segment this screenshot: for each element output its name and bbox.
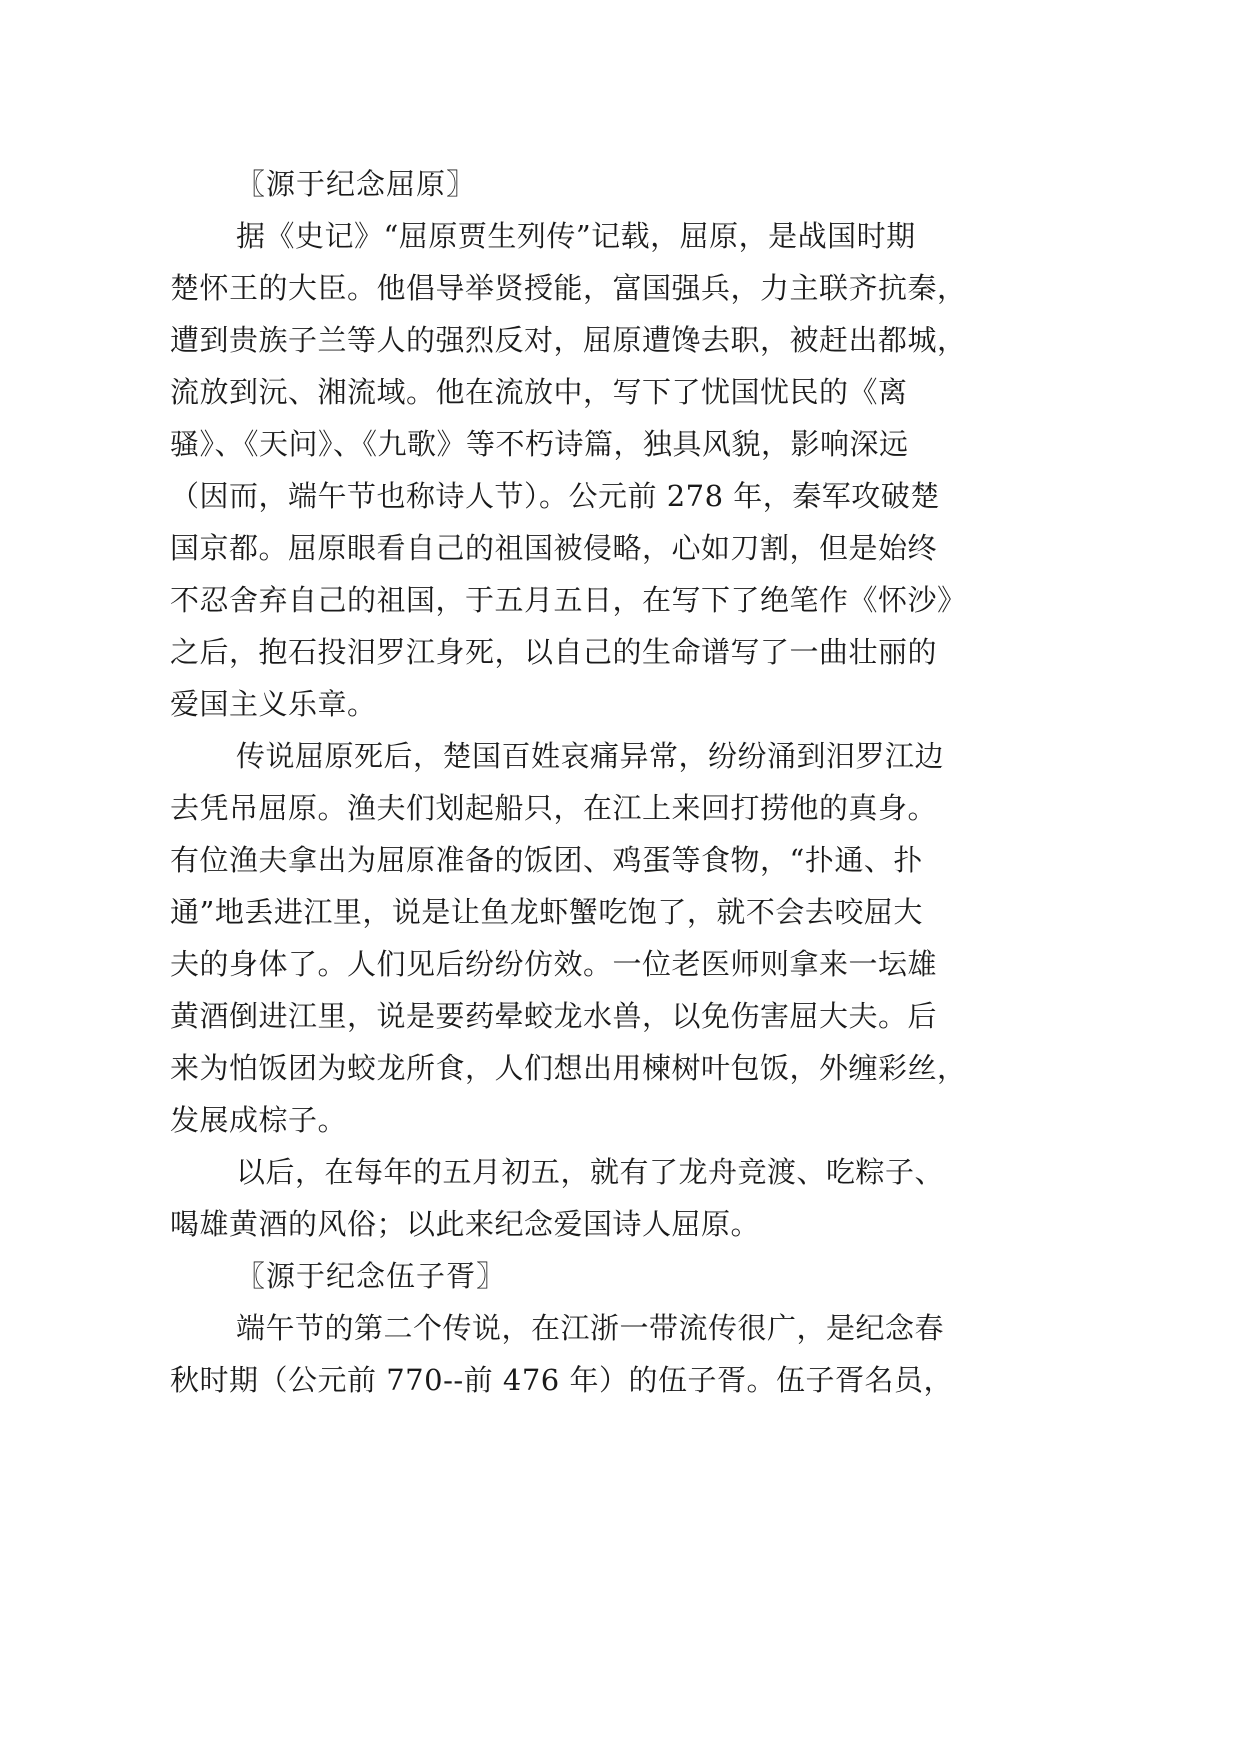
section-heading-qu-yuan: 〖源于纪念屈原〗 [236, 167, 477, 201]
paragraph-wu-zixu [170, 1302, 953, 1406]
paragraph-line: 遭到贵族子兰等人的强烈反对，屈原遭馋去职，被赶出都城， [170, 323, 967, 357]
paragraph-line: 据《史记》“屈原贾生列传”记载，屈原，是战国时期 [236, 219, 916, 253]
paragraph-line: 通”地丢进江里，说是让鱼龙虾蟹吃饱了，就不会去咬屈大 [170, 895, 923, 929]
paragraph-line: 喝雄黄酒的风俗；以此来纪念爱国诗人屈原。 [170, 1207, 761, 1241]
section-heading-wu-zixu: 〖源于纪念伍子胥〗 [236, 1259, 507, 1293]
paragraph-customs [170, 1146, 950, 1250]
paragraph-line: 国京都。屈原眼看自己的祖国被侵略，心如刀割，但是始终 [170, 531, 938, 565]
paragraph-line: 楚怀王的大臣。他倡导举贤授能，富国强兵，力主联齐抗秦， [170, 271, 967, 305]
paragraph-line: 传说屈原死后，楚国百姓哀痛异常，纷纷涌到汨罗江边 [236, 739, 945, 773]
paragraph-line: 夫的身体了。人们见后纷纷仿效。一位老医师则拿来一坛雄 [170, 947, 938, 981]
paragraph-line: 以后，在每年的五月初五，就有了龙舟竞渡、吃粽子、 [236, 1155, 945, 1189]
paragraph-line: 爱国主义乐章。 [170, 687, 377, 721]
paragraph-line: 来为怕饭团为蛟龙所食，人们想出用楝树叶包饭，外缠彩丝， [170, 1051, 967, 1085]
paragraph-line: 黄酒倒进江里，说是要药晕蛟龙水兽，以免伤害屈大夫。后 [170, 999, 938, 1033]
paragraph-line: 不忍舍弃自己的祖国，于五月五日，在写下了绝笔作《怀沙》 [170, 583, 967, 617]
paragraph-qu-yuan-history [170, 210, 967, 730]
paragraph-line: 流放到沅、湘流域。他在流放中，写下了忧国忧民的《离 [170, 375, 908, 409]
paragraph-line: 发展成棕子。 [170, 1103, 348, 1137]
paragraph-line: 之后，抱石投汨罗江身死，以自己的生命谱写了一曲壮丽的 [170, 635, 938, 669]
paragraph-line: （因而，端午节也称诗人节）。公元前 278 年，秦军攻破楚 [170, 479, 940, 513]
paragraph-line: 骚》、《天问》、《九歌》等不朽诗篇，独具风貌，影响深远 [170, 427, 909, 461]
paragraph-legend-of-fishermen [170, 730, 967, 1146]
paragraph-line: 端午节的第二个传说，在江浙一带流传很广，是纪念春 [236, 1311, 945, 1345]
document-body [170, 158, 967, 1406]
paragraph-line: 去凭吊屈原。渔夫们划起船只，在江上来回打捞他的真身。 [170, 791, 938, 825]
paragraph-line: 有位渔夫拿出为屈原准备的饭团、鸡蛋等食物，“扑通、扑 [170, 843, 923, 877]
paragraph-line: 秋时期（公元前 770--前 476 年）的伍子胥。伍子胥名员， [170, 1363, 953, 1397]
